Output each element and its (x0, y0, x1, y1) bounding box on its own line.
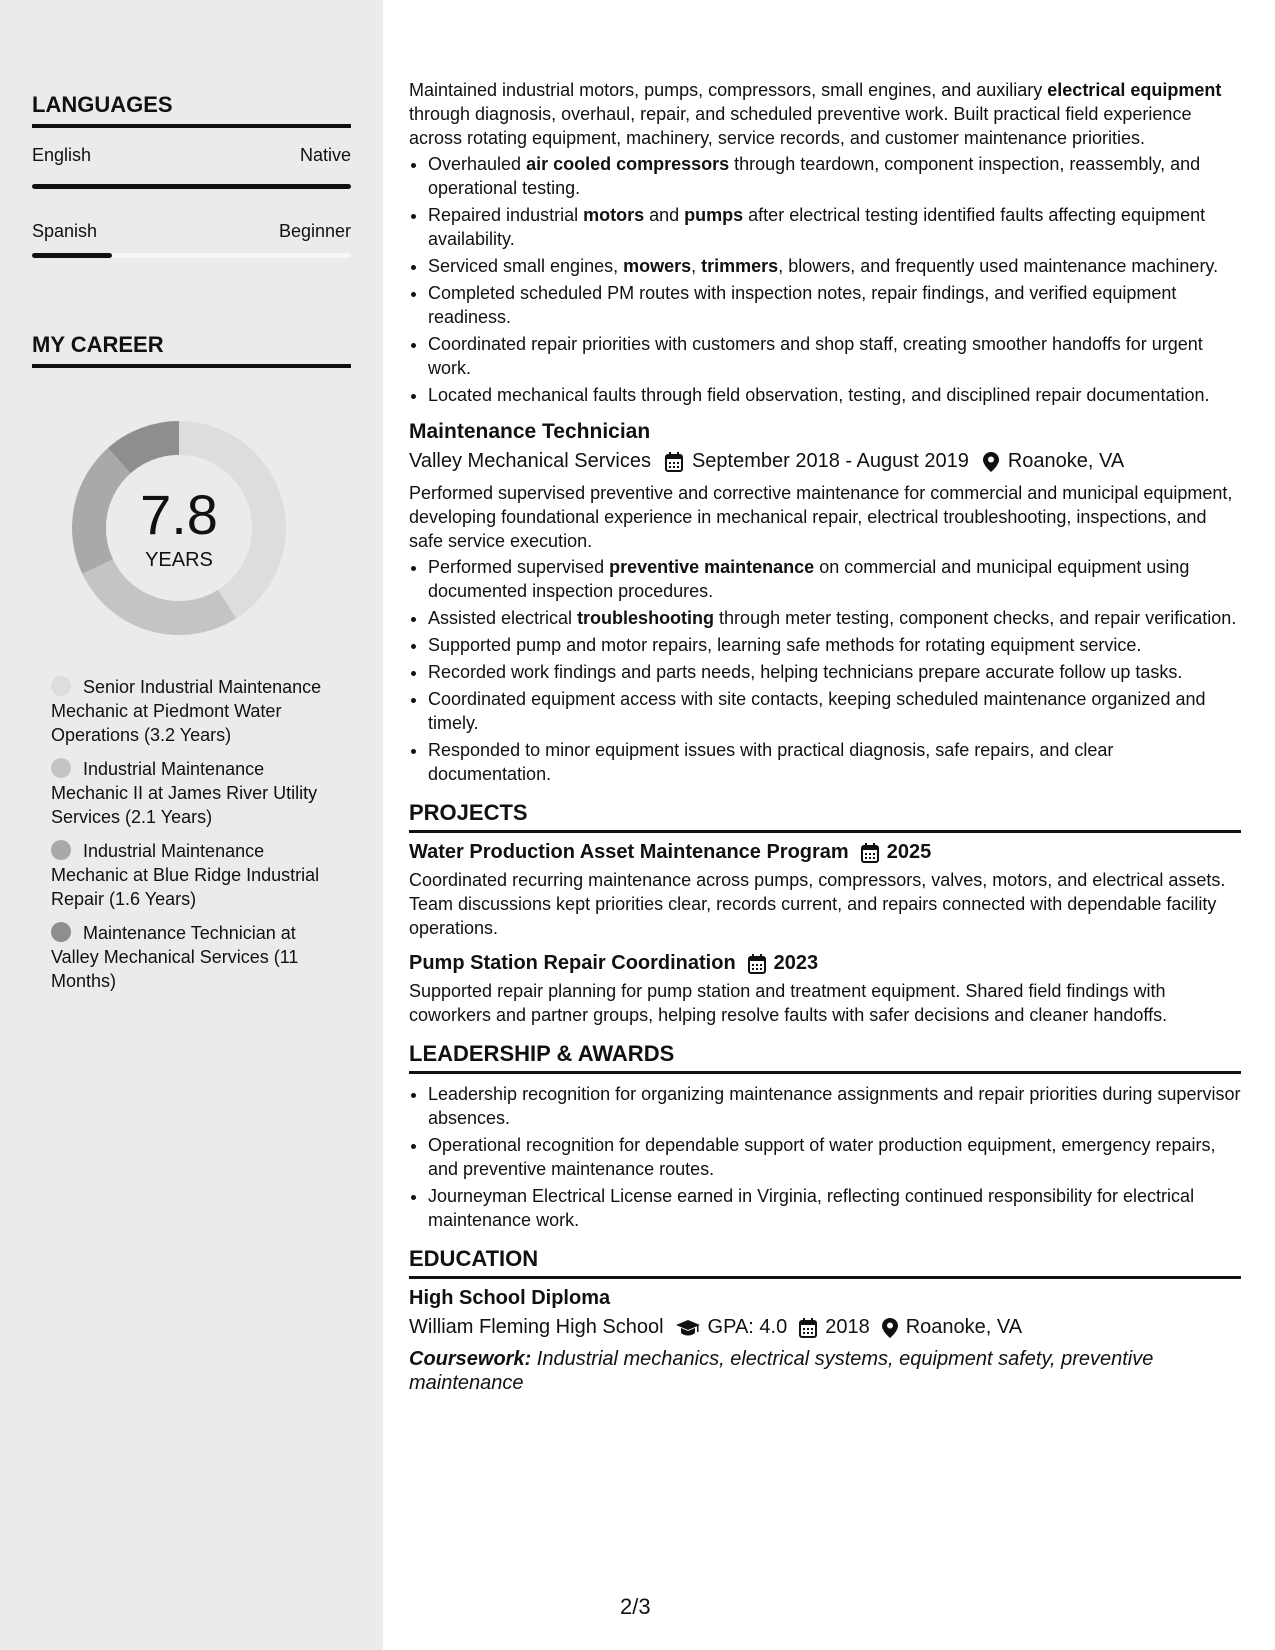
education-year: 2018 (825, 1316, 870, 1338)
calendar-icon (748, 954, 766, 974)
sidebar (0, 0, 383, 1650)
career-legend-item (51, 839, 341, 911)
text-run: , (691, 256, 702, 276)
career-legend-label: Senior Industrial Maintenance Mechanic at Piedmont Water Operations (3.2 Years) (51, 677, 322, 745)
bullet-item (428, 203, 1241, 251)
text-run: , blowers, and frequently used maintenance machinery. (778, 256, 1219, 276)
bullet-item (428, 738, 1241, 786)
bold-text: pumps (684, 205, 744, 225)
education-location: Roanoke, VA (905, 1316, 1023, 1338)
career-legend (51, 675, 341, 1003)
career-total-unit: YEARS (145, 549, 213, 571)
projects-heading: PROJECTS (409, 800, 1241, 833)
career-legend-item (51, 921, 341, 993)
text-run: through teardown, component inspection, reassembly, and operational testing. (428, 154, 1201, 198)
text-run: Located mechanical faults through field observation, testing, and disciplined repair documentation. (428, 385, 1210, 405)
text-run: Completed scheduled PM routes with inspection notes, repair findings, and verified equipment readiness. (428, 283, 1177, 327)
career-legend-label: Industrial Maintenance Mechanic at Blue Ridge Industrial Repair (1.6 Years) (51, 841, 320, 909)
bullet-item (428, 254, 1241, 278)
calendar-icon (861, 843, 879, 863)
bullet-item (428, 152, 1241, 200)
text-run: after electrical testing identified faults affecting equipment availability. (428, 205, 1206, 249)
coursework-text: Industrial mechanics, electrical systems, equipment safety, preventive maintenance (409, 1348, 1154, 1394)
language-name: English (32, 145, 92, 165)
career-legend-item (51, 675, 341, 747)
bullet-item (428, 660, 1241, 684)
education-school: William Fleming High School (409, 1316, 664, 1338)
bold-text: troubleshooting (577, 608, 715, 628)
education-gpa: GPA: 4.0 (707, 1316, 788, 1338)
language-bar-fill (32, 253, 112, 258)
career-heading: MY CAREER (32, 332, 351, 368)
language-row-english (32, 145, 351, 166)
language-row-spanish (32, 221, 351, 242)
text-run: Supported pump and motor repairs, learning safe methods for rotating equipment service. (428, 635, 1142, 655)
text-run: Performed supervised preventive and corrective maintenance for commercial and municipal equipment, developing foundational experience in mechanical repair, electrical troubleshooting, inspections, and safe service execution. (409, 483, 1233, 551)
text-run: on commercial and municipal equipment using documented inspection procedures. (428, 557, 1190, 601)
coursework-label: Coursework: (409, 1348, 532, 1370)
language-bar-english (32, 184, 351, 189)
language-bar-fill (32, 184, 351, 189)
job-title: Maintenance Technician (409, 420, 651, 443)
education-meta (409, 1316, 1241, 1339)
map-pin-icon (882, 1318, 898, 1338)
language-name: Spanish (32, 221, 98, 241)
education-degree: High School Diploma (409, 1287, 611, 1309)
job-bullets (409, 152, 1241, 407)
awards-list (409, 1082, 1241, 1232)
career-legend-label: Maintenance Technician at Valley Mechanical Services (11 Months) (51, 923, 299, 991)
languages-heading: LANGUAGES (32, 92, 351, 128)
awards-heading: LEADERSHIP & AWARDS (409, 1041, 1241, 1074)
bullet-item (428, 281, 1241, 329)
text-run: and (644, 205, 685, 225)
text-run: Responded to minor equipment issues with practical diagnosis, safe repairs, and clear documentation. (428, 740, 1114, 784)
job-summary (409, 78, 1241, 150)
text-run: Performed supervised (428, 557, 610, 577)
education-coursework (409, 1347, 1241, 1395)
job-summary (409, 481, 1241, 553)
legend-dot (51, 922, 71, 942)
text-run: Assisted electrical (428, 608, 578, 628)
bold-text: air cooled compressors (526, 154, 730, 174)
project-year: 2025 (886, 841, 932, 863)
bullet-item (428, 687, 1241, 735)
career-legend-label: Industrial Maintenance Mechanic II at James River Utility Services (2.1 Years) (51, 759, 318, 827)
job-company: Valley Mechanical Services (409, 450, 651, 472)
text-run: through diagnosis, overhaul, repair, and scheduled preventive work. Built practical field experience across rotating equipment, machinery, service records, and customer maintenance priorities. (409, 104, 1192, 148)
bold-text: trimmers (701, 256, 779, 276)
education-heading: EDUCATION (409, 1246, 1241, 1279)
project-item (409, 841, 1241, 940)
project-year: 2023 (773, 952, 819, 974)
award-item: • Leadership recognition for organizing maintenance assignments and repair priorities during supervisor absences. (428, 1082, 1241, 1130)
page-number: 2/3 (620, 1594, 651, 1619)
language-level: Beginner (278, 221, 351, 241)
career-donut-chart (64, 413, 294, 643)
main-content (409, 78, 1241, 1395)
award-item: • Operational recognition for dependable support of water production equipment, emergency repairs, and preventive maintenance routes. (428, 1133, 1241, 1181)
text-run: Serviced small engines, (428, 256, 624, 276)
text-run: Coordinated equipment access with site contacts, keeping scheduled maintenance organized and timely. (428, 689, 1206, 733)
text-run: Repaired industrial (428, 205, 584, 225)
text-run: Maintained industrial motors, pumps, compressors, small engines, and auxiliary (409, 80, 1048, 100)
project-item (409, 952, 1241, 1027)
job-bullets (409, 555, 1241, 786)
project-title: Water Production Asset Maintenance Program (409, 841, 849, 863)
legend-dot (51, 758, 71, 778)
language-bar-spanish (32, 253, 351, 258)
project-title: Pump Station Repair Coordination (409, 952, 736, 974)
job-meta (409, 450, 1241, 473)
bullet-item (428, 606, 1241, 630)
project-description: Coordinated recurring maintenance across pumps, compressors, valves, motors, and electrical assets. Team discussions kept priorities clear, records current, and repairs connected with dependable facility operations. (409, 870, 1226, 938)
text-run: through meter testing, component checks, and repair verification. (714, 608, 1237, 628)
calendar-icon (665, 452, 683, 472)
text-run: Coordinated repair priorities with customers and shop staff, creating smoother handoffs for urgent work. (428, 334, 1203, 378)
bold-text: motors (583, 205, 645, 225)
bullet-item (428, 332, 1241, 380)
career-legend-item (51, 757, 341, 829)
calendar-icon (799, 1318, 817, 1338)
job-dates: September 2018 - August 2019 (691, 450, 969, 472)
award-item: • Journeyman Electrical License earned in Virginia, reflecting continued responsibility for electrical maintenance work. (428, 1184, 1241, 1232)
legend-dot (51, 676, 71, 696)
bullet-item (428, 633, 1241, 657)
text-run: Recorded work findings and parts needs, helping technicians prepare accurate follow up tasks. (428, 662, 1183, 682)
text-run: Overhauled (428, 154, 527, 174)
project-description: Supported repair planning for pump station and treatment equipment. Shared field findings with coworkers and partner groups, helping resolve faults with safer decisions and cleaner handoffs. (409, 981, 1168, 1025)
bold-text: preventive maintenance (609, 557, 815, 577)
legend-dot (51, 840, 71, 860)
career-total-years: 7.8 (140, 483, 218, 546)
map-pin-icon (983, 452, 999, 472)
bold-text: mowers (623, 256, 692, 276)
bullet-item (428, 383, 1241, 407)
bullet-item (428, 555, 1241, 603)
bold-text: electrical equipment (1047, 80, 1222, 100)
job-location: Roanoke, VA (1007, 450, 1125, 472)
language-level: Native (299, 145, 351, 165)
graduation-cap-icon (676, 1319, 700, 1337)
